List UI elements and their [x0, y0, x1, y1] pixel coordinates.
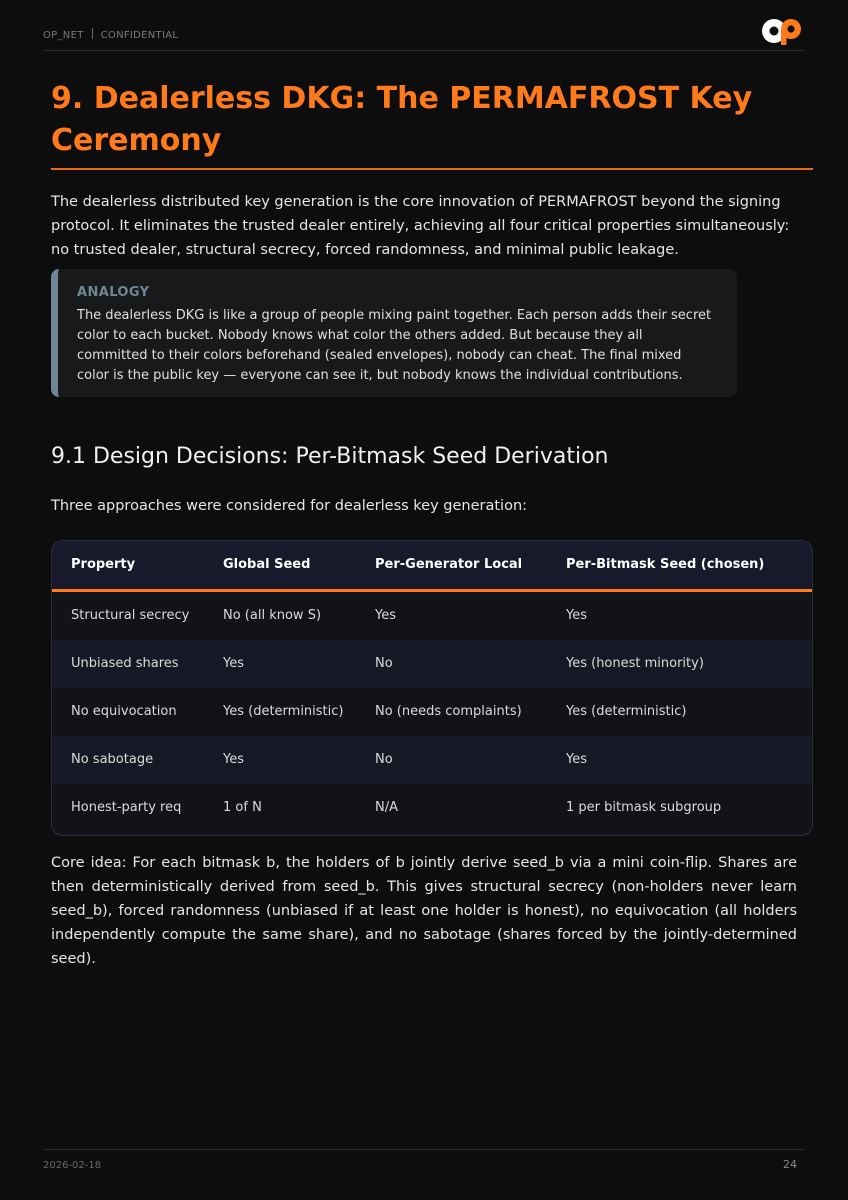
- header-confidential-label: CONFIDENTIAL: [100, 29, 179, 41]
- table-cell: Honest-party req: [71, 800, 182, 815]
- page-number: 24: [783, 1158, 797, 1171]
- header-brand: OP_NET: [43, 29, 84, 41]
- table-cell: Yes: [375, 608, 396, 623]
- table-cell: No: [375, 752, 393, 767]
- table-header-cell: Per-Bitmask Seed (chosen): [547, 541, 812, 590]
- table-cell: Structural secrecy: [71, 608, 190, 623]
- title-underline: [51, 168, 813, 170]
- table-cell: Yes: [223, 656, 244, 671]
- table-cell: Yes: [566, 752, 587, 767]
- table-cell: Unbiased shares: [71, 656, 179, 671]
- subsection-lead: Three approaches were considered for dealerless key generation:: [51, 498, 528, 514]
- table-header-cell: Property: [52, 541, 204, 590]
- footer-date: 2026-02-18: [43, 1160, 102, 1171]
- page-title: 9. Dealerless DKG: The PERMAFROST Key Ceremony: [51, 81, 753, 158]
- page-header: [43, 16, 805, 51]
- table-cell: Yes: [223, 752, 244, 767]
- header-divider: [92, 28, 93, 39]
- analogy-body: The dealerless DKG is like a group of people mixing paint together. Each person adds their secret color to each bucket. Nobody knows what color the others added. But because they all committed to their colors beforehand (sealed envelopes), nobody can cheat. The final mixed color is the public key — everyone can see it, but nobody knows the individual contributions.: [77, 308, 712, 383]
- comparison-table: [51, 540, 813, 836]
- table-cell: No equivocation: [71, 704, 177, 719]
- table-cell: N/A: [375, 800, 398, 815]
- table-cell: Yes (deterministic): [566, 704, 687, 719]
- subsection-title: 9.1 Design Decisions: Per-Bitmask Seed Derivation: [51, 444, 609, 469]
- table-cell: 1 of N: [223, 800, 262, 815]
- table-cell: 1 per bitmask subgroup: [566, 800, 722, 815]
- table-row: [52, 640, 812, 688]
- analogy-callout: [51, 269, 737, 397]
- core-idea-paragraph: Core idea: For each bitmask b, the holders of b jointly derive seed_b via a mini coin-flip. Shares are then deterministically derived from seed_b. This gives structural secrecy (non-holders never learn seed_b), forced randomness (unbiased if at least one holder is honest), no equivocation (all holders independently compute the same share), and no sabotage (shares forced by the jointly-determined seed).: [51, 855, 797, 967]
- table-cell: Yes (honest minority): [566, 656, 704, 671]
- analogy-title: ANALOGY: [77, 285, 150, 300]
- table-cell: Yes (deterministic): [223, 704, 344, 719]
- table-row: [52, 736, 812, 784]
- table-row: [52, 688, 812, 736]
- table-cell: No (needs complaints): [375, 704, 522, 719]
- table-cell: No (all know S): [223, 608, 322, 623]
- table-header-cell: Per-Generator Local: [356, 541, 547, 590]
- table-cell: No: [375, 656, 393, 671]
- table-row: [52, 784, 812, 832]
- table-cell: No sabotage: [71, 752, 154, 767]
- intro-paragraph: The dealerless distributed key generation is the core innovation of PERMAFROST beyond the signing protocol. It eliminates the trusted dealer entirely, achieving all four critical properties simultaneously: no trusted dealer, structural secrecy, forced randomness, and minimal public leakage.: [51, 194, 790, 258]
- opnet-logo-icon: [761, 16, 805, 46]
- table-row: [52, 590, 812, 640]
- page-footer: [43, 1149, 805, 1180]
- table-header-cell: Global Seed: [204, 541, 356, 590]
- table-header-row: [52, 541, 812, 590]
- table-cell: Yes: [566, 608, 587, 623]
